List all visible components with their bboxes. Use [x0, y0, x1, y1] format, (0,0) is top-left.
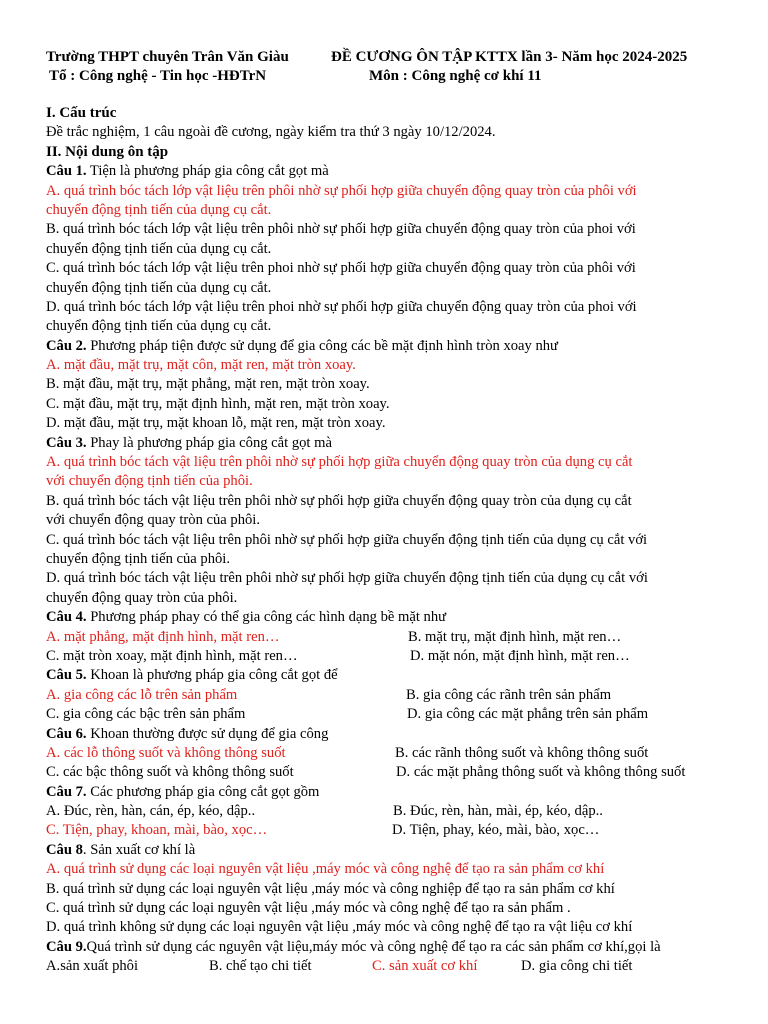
question-label: Câu 4.	[46, 609, 87, 626]
question-9-options-row	[46, 957, 746, 976]
question-7-option-b: B. Đúc, rèn, hàn, mài, ép, kéo, dập..	[393, 803, 603, 820]
question-4-option-a: A. mặt phẳng, mặt định hình, mặt ren…	[46, 628, 280, 645]
question-4-option-c: C. mặt tròn xoay, mặt định hình, mặt ren…	[46, 647, 298, 664]
question-5-option-c: C. gia công các bậc trên sản phẩm	[46, 706, 246, 723]
question-8-option-a: A. quá trình sử dụng các loại nguyên vật liệu ,máy móc và công nghệ để tạo ra sản phẩm cơ khí	[46, 861, 605, 878]
question-3-option-b-line2: với chuyển động quay tròn của phôi.	[46, 512, 261, 529]
question-8-stem	[46, 841, 746, 860]
question-4-option-d: D. mặt nón, mặt định hình, mặt ren…	[410, 647, 630, 664]
section-structure-text: Đề trắc nghiệm, 1 câu ngoài đề cương, ngày kiểm tra thứ 3 ngày 10/12/2024.	[46, 124, 496, 141]
question-6-options-row-2	[46, 763, 746, 782]
question-3-option-c-line1: C. quá trình bóc tách vật liệu trên phôi nhờ sự phối hợp giữa chuyển động tịnh tiến của dụng cụ cắt với	[46, 531, 648, 548]
question-label: Câu 9.	[46, 938, 87, 955]
question-3-stem	[46, 434, 746, 453]
question-1-stem	[46, 162, 746, 181]
question-6-stem	[46, 725, 746, 744]
school-name: Trường THPT chuyên Trân Văn Giàu	[46, 49, 289, 65]
question-2-stem	[46, 337, 746, 356]
question-6-option-b: B. các rãnh thông suốt và không thông suốt	[395, 744, 649, 761]
question-label: Câu 8	[46, 841, 83, 858]
question-text: Tiện là phương pháp gia công cắt gọt mà	[86, 163, 329, 180]
section-structure-title: I. Cấu trúc	[46, 105, 117, 121]
question-label: Câu 7.	[46, 783, 87, 800]
section-content-title: II. Nội dung ôn tập	[46, 143, 169, 160]
question-1-option-a-line1: A. quá trình bóc tách lớp vật liệu trên phôi nhờ sự phối hợp giữa chuyển động quay tròn của phôi với	[46, 182, 637, 199]
question-text: Khoan thường được sử dụng để gia công	[86, 725, 329, 742]
question-1-option-c-line2: chuyển động tịnh tiến của dụng cụ cắt.	[46, 279, 272, 296]
question-5-stem	[46, 666, 746, 685]
question-7-options-row-1	[46, 802, 746, 821]
question-label: Câu 6.	[46, 725, 87, 742]
question-3-option-a-line1: A. quá trình bóc tách vật liệu trên phôi nhờ sự phối hợp giữa chuyển động quay tròn của dụng cụ cắt	[46, 454, 633, 471]
question-1-option-d-line2: chuyển động tịnh tiến của dụng cụ cắt.	[46, 318, 272, 335]
question-3-option-d-line2: chuyển động quay tròn của phôi.	[46, 589, 238, 606]
question-4-stem	[46, 608, 746, 627]
question-3-option-d-line1: D. quá trình bóc tách vật liệu trên phôi nhờ sự phối hợp giữa chuyển động tịnh tiến của dụng cụ cắt với	[46, 570, 648, 587]
question-1-option-b-line1: B. quá trình bóc tách lớp vật liệu trên phôi nhờ sự phối hợp giữa chuyển động quay tròn của phoi với	[46, 221, 636, 238]
question-7-option-c: C. Tiện, phay, khoan, mài, bào, xọc…	[46, 822, 268, 839]
question-text: Khoan là phương pháp gia công cắt gọt để	[86, 667, 338, 684]
question-text: Các phương pháp gia công cắt gọt gồm	[86, 783, 320, 800]
question-5-option-d: D. gia công các mặt phẳng trên sản phẩm	[407, 706, 649, 723]
question-9-option-a: A.sản xuất phôi	[46, 958, 139, 975]
question-8-option-c: C. quá trình sử dụng các loại nguyên vật liệu ,máy móc và công nghệ để tạo ra sản phẩm .	[46, 900, 571, 917]
question-5-option-b: B. gia công các rãnh trên sản phẩm	[406, 686, 612, 703]
question-5-options-row-2	[46, 705, 746, 724]
document-title: ĐỀ CƯƠNG ÔN TẬP KTTX lần 3- Năm học 2024-2025	[331, 49, 688, 65]
question-1-option-c-line1: C. quá trình bóc tách lớp vật liệu trên phoi nhờ sự phối hợp giữa chuyển động quay tròn của phôi với	[46, 260, 636, 277]
question-8-option-b: B. quá trình sử dụng các loại nguyên vật liệu ,máy móc và công nghiệp để tạo ra sản phẩm cơ khí	[46, 880, 615, 897]
question-9-stem	[46, 938, 746, 957]
question-2-option-c: C. mặt đầu, mặt trụ, mặt định hình, mặt ren, mặt tròn xoay.	[46, 395, 390, 412]
question-5-options-row-1	[46, 686, 746, 705]
question-6-option-a: A. các lỗ thông suốt và không thông suốt	[46, 744, 286, 761]
question-text: Phay là phương pháp gia công cắt gọt mà	[86, 434, 332, 451]
question-text: Phương pháp phay có thể gia công các hình dạng bề mặt như	[86, 609, 447, 626]
subject-name: Môn : Công nghệ cơ khí 11	[369, 68, 542, 84]
question-2-option-b: B. mặt đầu, mặt trụ, mặt phẳng, mặt ren, mặt tròn xoay.	[46, 376, 370, 393]
question-6-option-d: D. các mặt phẳng thông suốt và không thông suốt	[396, 764, 686, 781]
question-9-option-d: D. gia công chi tiết	[521, 958, 633, 975]
question-9-option-c: C. sản xuất cơ khí	[372, 958, 478, 975]
question-6-option-c: C. các bậc thông suốt và không thông suốt	[46, 764, 294, 781]
question-3-option-b-line1: B. quá trình bóc tách vật liệu trên phôi nhờ sự phối hợp giữa chuyển động quay tròn của dụng cụ cắt	[46, 492, 632, 509]
question-5-option-a: A. gia công các lỗ trên sản phẩm	[46, 686, 238, 703]
question-2-option-a: A. mặt đầu, mặt trụ, mặt côn, mặt ren, mặt tròn xoay.	[46, 357, 356, 374]
question-3-option-c-line2: chuyển động tịnh tiến của phôi.	[46, 550, 231, 567]
department-name: Tổ : Công nghệ - Tin học -HĐTrN	[49, 68, 267, 84]
question-label: Câu 5.	[46, 667, 87, 684]
question-4-options-row-2	[46, 647, 746, 666]
question-7-option-a: A. Đúc, rèn, hàn, cán, ép, kéo, dập..	[46, 803, 256, 820]
question-4-option-b: B. mặt trụ, mặt định hình, mặt ren…	[408, 628, 622, 645]
question-6-options-row-1	[46, 744, 746, 763]
question-label: Câu 3.	[46, 434, 87, 451]
question-4-options-row-1	[46, 628, 746, 647]
question-2-option-d: D. mặt đầu, mặt trụ, mặt khoan lỗ, mặt ren, mặt tròn xoay.	[46, 415, 386, 432]
question-3-option-a-line2: với chuyển động tịnh tiến của phôi.	[46, 473, 253, 490]
question-1-option-d-line1: D. quá trình bóc tách lớp vật liệu trên phoi nhờ sự phối hợp giữa chuyển động quay tròn của phoi với	[46, 298, 637, 315]
question-1-option-b-line2: chuyển động tịnh tiến của dụng cụ cắt.	[46, 240, 272, 257]
question-9-option-b: B. chế tạo chi tiết	[209, 958, 312, 975]
question-text: . Sản xuất cơ khí là	[82, 841, 196, 858]
question-7-options-row-2	[46, 821, 746, 840]
question-7-stem	[46, 783, 746, 802]
question-label: Câu 2.	[46, 337, 87, 354]
document-body	[46, 104, 746, 977]
question-1-option-a-line2: chuyển động tịnh tiến của dụng cụ cắt.	[46, 201, 272, 218]
question-text: Quá trình sử dụng các nguyên vật liệu,máy móc và công nghệ để tạo ra các sản phẩm cơ khí,gọi là	[86, 938, 661, 955]
question-8-option-d: D. quá trình không sử dụng các loại nguyên vật liệu ,máy móc và công nghệ để tạo ra vật liệu cơ khí	[46, 919, 633, 936]
question-text: Phương pháp tiện được sử dụng để gia công các bề mặt định hình tròn xoay như	[86, 337, 558, 354]
question-7-option-d: D. Tiện, phay, kéo, mài, bào, xọc…	[392, 822, 600, 839]
question-label: Câu 1.	[46, 163, 87, 180]
